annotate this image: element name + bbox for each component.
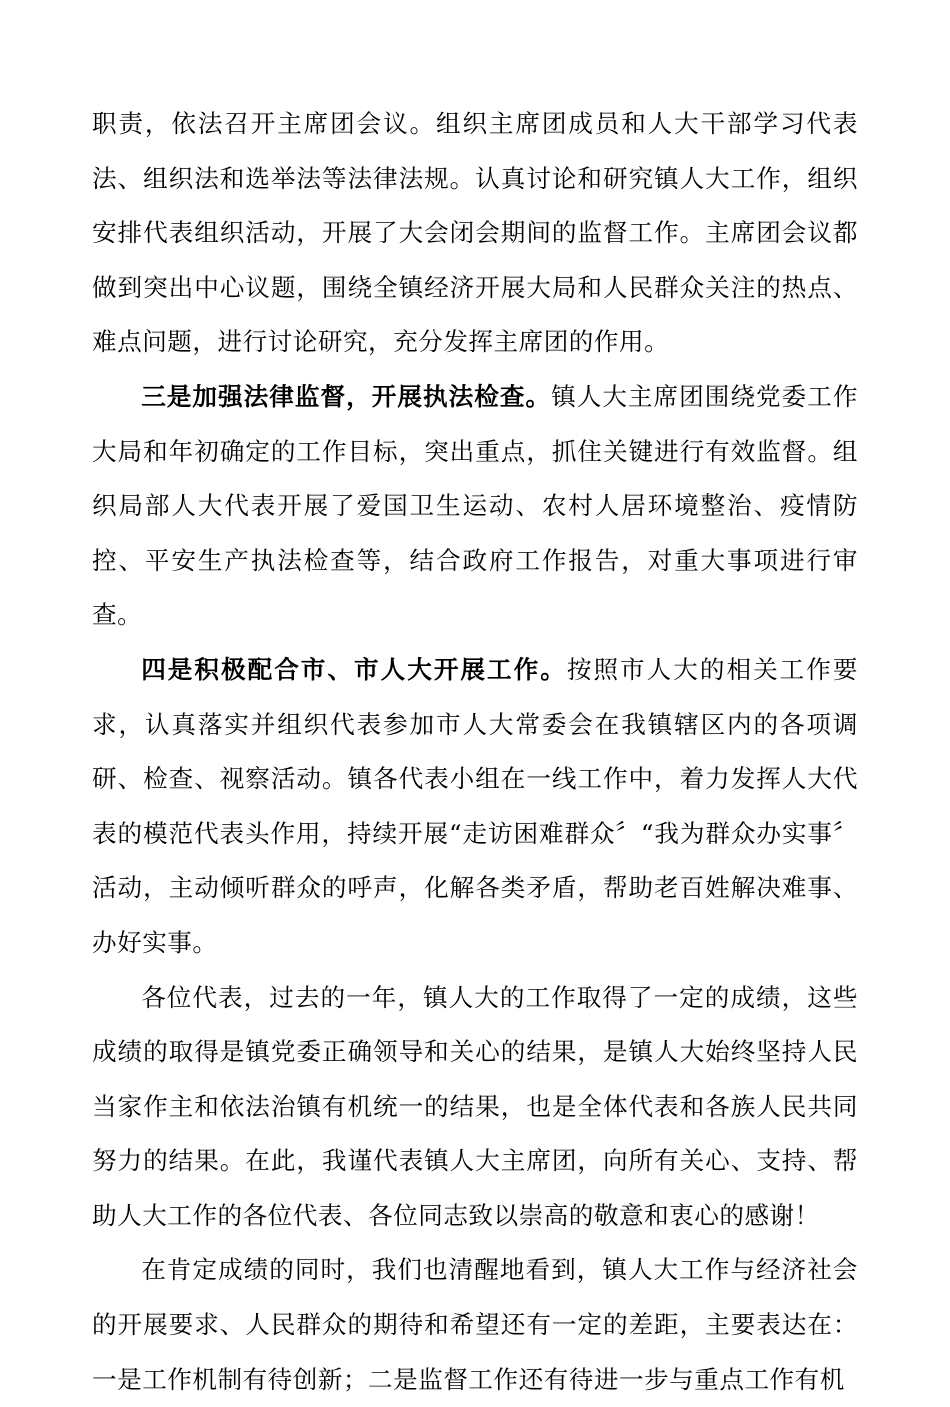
paragraph-3	[92, 643, 858, 971]
paragraph-1	[92, 97, 858, 370]
paragraph-1-text: 职责，依法召开主席团会议。组织主席团成员和人大干部学习代表法、组织法和选举法等法律法规。认真讨论和研究镇人大工作，组织安排代表组织活动，开展了大会闭会期间的监督工作。主席团会议都做到突出中心议题，围绕全镇经济开展大局和人民群众关注的热点、难点问题，进行讨论研究，充分发挥主席团的作用。	[92, 109, 858, 357]
paragraph-5-text: 在肯定成绩的同时，我们也清醒地看到，镇人大工作与经济社会的开展要求、人民群众的期待和希望还有一定的差距，主要表达在：一是工作机制有待创新；二是监督工作还有待进一步与重点工作有机	[92, 1255, 858, 1394]
paragraph-2	[92, 370, 858, 643]
paragraph-3-text: 按照市人大的相关工作要求，认真落实并组织代表参加市人大常委会在我镇辖区内的各项调研、检查、视察活动。镇各代表小组在一线工作中，着力发挥人大代表的模范代表头作用，持续开展“走访困难群众〞“我为群众办实事〞活动，主动倾听群众的呼声，化解各类矛盾，帮助老百姓解决难事、办好实事。	[92, 654, 858, 957]
paragraph-3-lead: 四是积极配合市、市人大开展工作。	[141, 654, 567, 684]
paragraph-4	[92, 971, 858, 1244]
paragraph-2-lead: 三是加强法律监督，开展执法检查。	[141, 381, 552, 411]
paragraph-5	[92, 1243, 858, 1407]
paragraph-4-text: 各位代表，过去的一年，镇人大的工作取得了一定的成绩，这些成绩的取得是镇党委正确领导和关心的结果，是镇人大始终坚持人民当家作主和依法治镇有机统一的结果，也是全体代表和各族人民共同努力的结果。在此，我谨代表镇人大主席团，向所有关心、支持、帮助人大工作的各位代表、各位同志致以崇高的敬意和衷心的感谢！	[92, 982, 858, 1230]
paragraph-2-text: 镇人大主席团围绕党委工作大局和年初确定的工作目标，突出重点，抓住关键进行有效监督。组织局部人大代表开展了爱国卫生运动、农村人居环境整治、疫情防控、平安生产执法检查等，结合政府工作报告，对重大事项进行审查。	[92, 381, 858, 630]
